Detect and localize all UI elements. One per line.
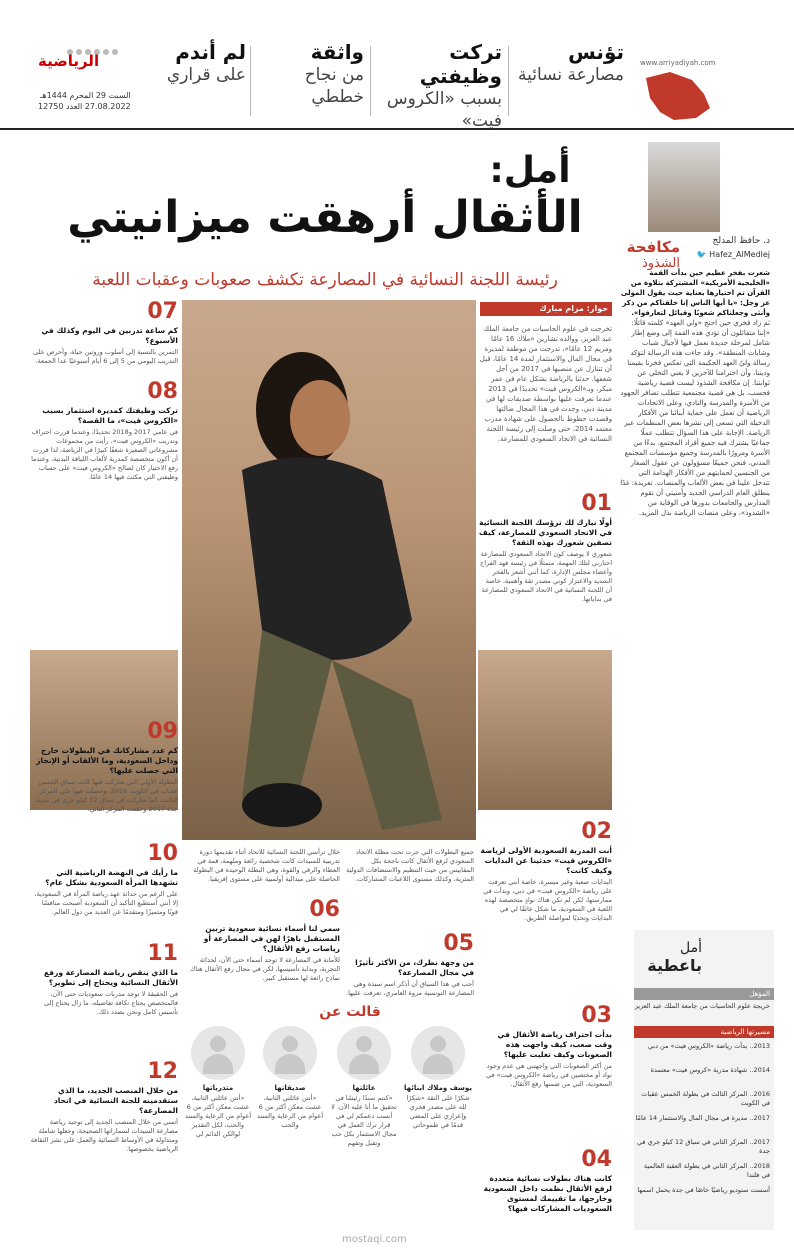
intro-paragraph: تخرجت في علوم الحاسبات من جامعة الملك عبد العزيز، ووالده تشارين «ملاك 16 عامًا ومريم 12 عامًا»، تدرجت من موظفة لمديرة في مجال المال والاستثمار لمدة 14 عامًا، قبل أن تتنازل عن منصبها في 2017 من أجل شغفها. حدثنا بالرياضة بشكل عام في عمر مبكر، وبـ«الكروس فيت» تحديدًا في 2013 عندما تعرفت عليها بواسطة صديقات لها في مدينة دبي، وجدت في هذا المجال ضالتها وقصدت حظوظ بالحصول على شهادة مدرب معتمد 2014، حتى وصلت إلى رئيسة اللجنة النسائية في الاتحاد السعودي للمصارعة. (479, 325, 612, 443)
quote-card (184, 1026, 252, 1139)
question-number: 12 (147, 1059, 178, 1084)
date-line (38, 101, 131, 112)
profile-first-name: أمل (680, 940, 702, 956)
quote-person: متدرباتها (202, 1084, 234, 1092)
column-title-main: مكافحة (626, 238, 680, 256)
teaser-2[interactable] (256, 40, 364, 108)
quote-text: «أنتن عائلتي الثانية، عشت معكن أكثر من 6 أعوام من الرعاية والسند والحب، لكل التقدير لوالكن الدائم لي (184, 1094, 252, 1138)
career-item: 2017.. المركز الثاني في سباق 12 كيلو جري في جدة (637, 1138, 770, 1155)
question-text: تركت وظيفتك كمديرة استثمار بسبب «الكروس فيت»، ما القصة؟ (42, 406, 178, 425)
mid-text-1 (346, 846, 474, 884)
quote-person: عائلتها (352, 1084, 376, 1092)
intro-text (478, 322, 612, 444)
question-text: بدأت احتراف رياضة الأثقال في وقت صعب، كيف واجهت هذه الصعوبات وكيف تغلبت عليها؟ (497, 1030, 612, 1059)
quote-text: «أنتن عائلتي الثانية، عشت معكن أكثر من 6 أعوام من الرعاية والسند والحب (256, 1094, 324, 1129)
issue-number: العدد 12750 (38, 102, 83, 111)
teaser-title: تؤنس (568, 40, 624, 64)
question-number: 03 (581, 1003, 612, 1028)
qa-06 (184, 898, 340, 983)
qa-04 (478, 1148, 612, 1214)
question-number: 09 (147, 719, 178, 744)
qa-10 (30, 842, 178, 917)
decor-dots (38, 40, 118, 48)
qa-09 (30, 720, 178, 814)
date-greg: 27.08.2022 (84, 102, 131, 111)
career-item: 2018.. المركز الثاني في بطولة العقبة العالمية في فلندا (643, 1162, 770, 1179)
quote-person: يوسف وملاك ابنائها (404, 1084, 472, 1092)
question-text: أولًا نبارك لك ترؤسك اللجنة النسائية في الاتحاد السعودي للمصارعة، كيف تصفين شعورك بهذه الثقة؟ (479, 518, 612, 547)
column-title-sub: الشذوذ (641, 256, 680, 271)
qa-07 (30, 300, 178, 366)
author-twitter[interactable]: 🐦 Hafez_AlMedlej (696, 250, 770, 259)
author-name: د. حافظ المدلج (712, 236, 770, 246)
question-text: كم عدد مشاركاتك في البطولات خارج وداخل السعودية، وما الألقاب أو الإنجاز التي حصلت عليها؟ (36, 746, 178, 775)
teaser-1[interactable] (138, 40, 246, 86)
question-text: أنت المدربة السعودية الأولى لرياضة «الكروس فيت» حدثينا عن البدايات وكيف كانت؟ (480, 846, 612, 875)
qa-08 (30, 380, 178, 482)
quotes-title: قالت عن (319, 1004, 381, 1020)
article-subhead: رئيسة اللجنة النسائية في المصارعة تكشف صعوبات وعقبات اللعبة (92, 270, 558, 290)
body-paragraph: خلال ترأسي اللجنة النسائية للاتحاد أثناء تقديمها دورة تدريبية للسيدات كانت شخصية رائعة وملهمة، قمة في العطاء والرقي والقوة، وهي البطلة الوحيدة في البطولة الحاصلة على ميدالية أولمبية على مستوى إفريقيا. (193, 848, 340, 883)
qualification-label: المؤهل (634, 988, 774, 1000)
answer-text: البطولة الأولى التي شاركت فيها كانت سباق الخمس عقبات في الكويت 2016، وحصلت فيها على المركز الثالث، كما شاركت في سباق 12 كيلو جري في مدينة جدة 2017 وحققت المركز الثاني. (35, 778, 178, 813)
qa-11 (30, 942, 178, 1017)
profile-last-name: باعطية (647, 956, 702, 975)
answer-text: في عامي 2017 و2018 تحديدًا، وعندما قررت احتراف وتدريب «الكروس فيت»، رأيت من مجموعات مشروعاتي الصغيرة شغفًا كبيرًا في الرياضة، لذا قررت أن أكون متخصصة كمدربة لألعاب اللياقة البدنية، وعندما رفع الاختيار كان لصالح «الكروس فيت» على حساب وظيفتي التي مكثت فيها 14 عامًا. (31, 428, 178, 481)
athlete-silhouette-icon (182, 300, 476, 840)
answer-text: في الحقيقة لا توجد مدربات سعوديات حتى الآن، فالمتخصص يحتاج تكافة تفاصيله، ما زال يحتاج إلى تأسيس كامل ونحن بصدد ذلك. (44, 990, 178, 1016)
answer-text: على الرغم من حداثة عهد رياضة المرأة في السعودية، إلا أنني أستطيع التأكيد أن السعودية أصبحت منافسًا قويًا ومتميزًا ومتقدمًا عن العديد من دول العالم. (34, 890, 178, 916)
teaser-sub: من نجاح خططي (304, 65, 364, 107)
answer-text: للأمانة في المصارعة لا توجد أسماء حتى الآن، لحداثة التجربة، وبداية تأسيسها، لكن في مجال رفع الأثقال هناك نماذج رائعة لها مستقبل كبير. (189, 956, 340, 982)
quote-person: صديقاتها (274, 1084, 306, 1092)
teaser-sub: على قراري (166, 65, 246, 85)
question-number: 11 (147, 941, 178, 966)
column-title (620, 238, 680, 271)
teaser-title: تركت وظيفتي (419, 40, 502, 88)
author-photo (648, 142, 720, 232)
teaser-sub: بسبب «الكروس فيت» (386, 89, 502, 131)
career-label: مسيرتها الرياضية (634, 1026, 774, 1038)
body-paragraph: جميع البطولات التي جرت تحت مظلة الاتحاد السعودي لرفع الأثقال كانت ناجحة بكل المقاييس من حيث التنظيم والاستضافات الدولية المثرية، وكذلك مستوى اللاعبات المشاركات. (346, 848, 474, 883)
question-text: كانت هناك بطولات نسائية متعددة لرفع الأثقال نظمت داخل السعودية وخارجها، ما تقييمك لمستوى السعوديات المشاركات فيها؟ (483, 1174, 612, 1213)
career-item: 2013.. بدأت رياضة «الكروس فيت» من دبي (647, 1042, 770, 1050)
brand-logo: الرياضية (38, 52, 100, 70)
qa-02 (478, 820, 612, 923)
watermark: mostaqi.com (342, 1234, 407, 1245)
person-icon (411, 1026, 465, 1080)
quote-text: شكرًا على الثقة «شكرًا لله على مصدر فخري وإعزازي على المضي قدمًا في طموحاتي (406, 1094, 470, 1129)
profile-box (634, 930, 774, 1230)
masthead (0, 0, 794, 130)
question-text: ما رأيك في النهضة الرياضية التي تشهدها المرأة السعودية بشكل عام؟ (45, 868, 178, 887)
column-paragraph: ثم زاد فخري حين احتج «ولي العهد» كلمته قائلًا: «إننا متفائلون أن تؤدي هذه القمة إلى وضع إطار شامل لمرحلة جديدة نعمل فيها لأجيال شباب وشابات المنطقة». وقد جاءت هذه الرسالة لتؤكد رسالة وليّ العهد الحكيمة التي تعكس فخرنا بقيمنا وديننا، وأن احترامنا للآخرين لا يعني التخلي عن ثوابتنا. إن مكافحة الشذوذ ليست قضية رياضية فحسب، بل هي قضية مجتمعية تتطلب تضافر الجهود من الأسرة والمدرسة والنادي، وعلى الاتحادات الرياضية أن تعمل على حماية أبنائنا من الأفكار الدخيلة التي تسعى إلى نشرها بعض المنظمات عبر الرياضة. الإجابة على هذا السؤال تتطلب عملًا جماعيًا يشترك فيه جميع أفراد المجتمع، بدءًا من الأسرة ومرورًا بالمدرسة وجميع مؤسسات المجتمع المدني، فنحن جميعًا مسؤولون عن عقول الصغار من الجنسين لحمايتهم من الأفكار الهدامة التي تتدخل علينا في بعض الألعاب والمنصات. تغريدة: غدًا ينطلق العام الدراسي الجديد وأمنيتي أن تقوم المدارس والجامعات بدورها في الوقاية من «الشذوذ»، وعلى منصات الرياضة بذل المزيد. (620, 319, 770, 517)
question-text: من خلال المنصب الجديد، ما الذي ستقدمينه للجنة النسائية في اتحاد المصارعة؟ (53, 1086, 178, 1115)
column-body (620, 268, 770, 518)
answer-text: شعوري لا يوصف كون الاتحاد السعودي للمصارعة اختارني لتلك المهمة، متمثلًا في رئيسه فهد الفراج وأعضاء مجلس الإدارة، كما أنني أشعر بالفخر الشديد والاعتزاز كوني مصدر ثقة وأهمية، خاصة أن اللجنة النسائية في الاتحاد السعودي للمصارعة في بداياتها. (480, 550, 612, 603)
teaser-4[interactable] (514, 40, 624, 86)
column-lead: شعرت بفخر عظيم حين بدأت القمة «الخليجية الأمريكية» المشتركة بتلاوة من القرآن تم اختيارها بعناية حيث يقول المولى عز وجل: «يا أيها الناس إنا خلقناكم من ذكر وأنثى وجعلناكم شعوبًا وقبائل لتعارفوا». (620, 269, 770, 317)
qa-12 (30, 1060, 178, 1154)
qa-03 (478, 1004, 612, 1089)
question-text: من وجهة نظرك، من الأكثر تأثيرًا في مجال المصارعة؟ (355, 958, 474, 977)
main-photo (182, 300, 476, 840)
question-number: 10 (147, 841, 178, 866)
divider (370, 46, 371, 116)
teaser-title: لم أندم (175, 40, 246, 64)
question-text: سمي لنا أسماء نسائية سعودية تربين المستقبل باهرًا لهن في المصارعة أو رياضات رفع الأثقال؟ (203, 924, 340, 953)
site-url[interactable]: www.arriyadiyah.com (640, 59, 716, 67)
person-icon (191, 1026, 245, 1080)
question-number: 04 (581, 1147, 612, 1172)
question-text: ما الذي ينقص رياضة المصارعة ورفع الأثقال النسائية ويحتاج إلى تطوير؟ (44, 968, 178, 987)
question-number: 02 (581, 819, 612, 844)
author-handle: Hafez_AlMedlej (709, 250, 770, 259)
question-number: 08 (147, 379, 178, 404)
date-hijri: السبت 29 المحرم 1444هـ (40, 91, 131, 100)
question-number: 06 (309, 897, 340, 922)
teaser-sub: مصارعة نسائية (518, 65, 624, 85)
secondary-photo (478, 650, 612, 810)
question-number: 05 (443, 931, 474, 956)
issue-date (38, 90, 131, 112)
answer-text: أتمنى من خلال المنصب الجديد إلى توحيد رياضة مصارعة السيدات لسماراتها الصحيحة، وجعلها شاملة ومتداولة في الأوساط النسائية والعمل على نشر الثقافة الرياضية بخصوصها. (30, 1118, 178, 1153)
teaser-3[interactable] (378, 40, 502, 132)
qa-05 (346, 932, 474, 998)
byline: حوار: مرام مبارك (480, 302, 612, 316)
answer-text: التمرين بالنسبة إلي أسلوب وروتين حياة، وأحرص على التدريب اليومي من 5 إلى 6 أيام أسبوعيًا عدا الجمعة. (33, 348, 178, 365)
quote-card (404, 1026, 472, 1130)
article-kicker: أمل: (489, 150, 571, 191)
question-number: 07 (147, 299, 178, 324)
question-text: كم ساعة تدربين في اليوم وكذلك في الأسبوع؟ (41, 326, 178, 345)
divider (508, 46, 509, 116)
career-item: 2016.. المركز الثالث في بطولة الخمس عقبات في الكويت (641, 1090, 770, 1107)
divider (250, 46, 251, 116)
person-icon (337, 1026, 391, 1080)
answer-text: من أكثر الصعوبات التي واجهتني هي عدم وجود نواد أو مختصين في رياضة «الكروس فيت» في السعودية، التي من ضمنها رفع الأثقال. (486, 1062, 612, 1088)
answer-text: أحب في هذا السياق أن أذكر اسم سيدة وهي المصارعة التونسية مروة العامري، تعرفت عليها. (346, 980, 474, 997)
profile-title (642, 940, 702, 975)
quote-card (256, 1026, 324, 1130)
answer-text: البدايات صعبة وغير ميسرة، خاصة أنني تعرفت على رياضة «الكروس فيت» في دبي، وبدأت في ممارستها، لكن لم تكن هناك نوادٍ متخصصة لهذه اللعبة في السعودية، ما شكل عائقًا لي في البدايات وتحديًا لمواصلة الطريق. (483, 878, 612, 922)
question-number: 01 (581, 491, 612, 516)
career-item: 2017.. مديرة في مجال المال والاستثمار 14 عامًا (635, 1114, 770, 1122)
saudi-map-icon (640, 68, 712, 124)
quote-text: «كنتم سندًا رئيسًا في تحقيق ما أنا عليه الآن، لا أنسب دعمكم لي في قرار ترك العمل في مجال الاستثمار بكل حب وتقبل وتفهم (331, 1094, 397, 1147)
career-item: 2014.. شهادة مدربة «كروس فيت» معتمدة (650, 1066, 770, 1074)
qa-01 (478, 492, 612, 604)
mid-text-2 (184, 846, 340, 884)
qualification-text: خريجة علوم الحاسبات من جامعة الملك عبد العزيز (634, 1002, 770, 1010)
quote-card (330, 1026, 398, 1148)
article-headline: الأثقال أرهقت ميزانيتي (67, 192, 583, 243)
teaser-title: واثقة (310, 40, 364, 64)
person-icon (263, 1026, 317, 1080)
career-item: أسست ستوديو رياضيًا خاصًا في جدة يحمل اسمها (637, 1186, 770, 1194)
